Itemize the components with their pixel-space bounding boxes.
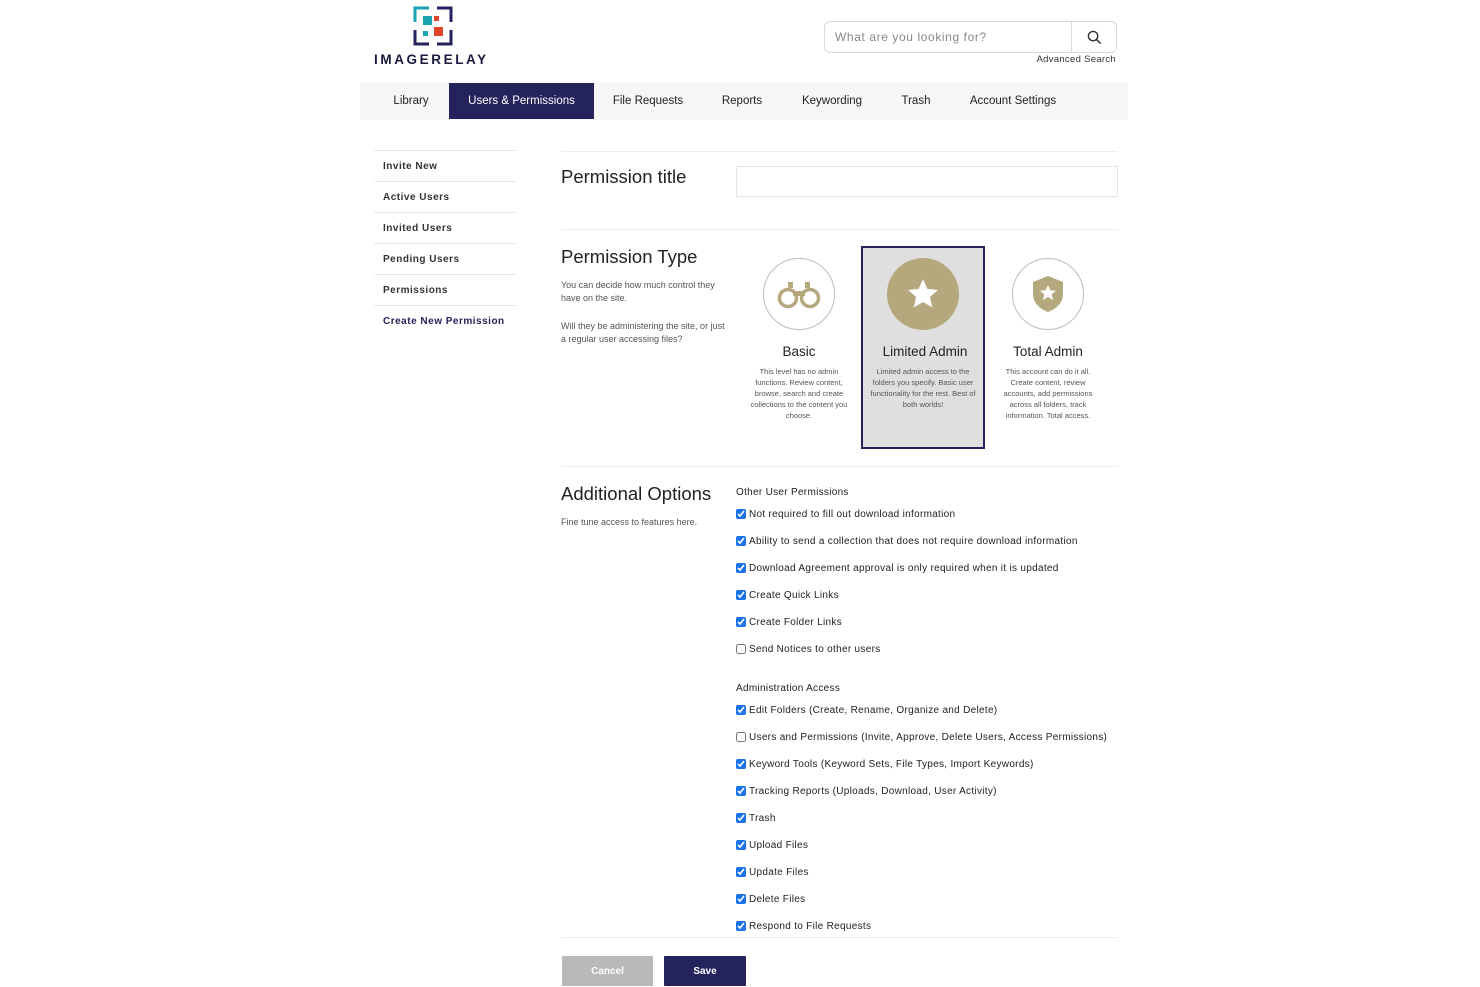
checkbox-label: Delete Files <box>749 893 806 905</box>
checkbox-label: Send Notices to other users <box>749 643 881 655</box>
search-input[interactable] <box>825 22 1073 52</box>
permission-option-name: Basic <box>782 344 816 359</box>
checkbox[interactable] <box>736 644 746 654</box>
sidebar-item-permissions[interactable]: Permissions <box>374 275 516 306</box>
permission-option-limited-admin[interactable] <box>861 246 985 449</box>
users-sidebar <box>374 150 516 336</box>
sidebar-item-invite-new[interactable]: Invite New <box>374 150 516 182</box>
permission-option-total-admin[interactable] <box>986 246 1110 449</box>
checkbox-label: Keyword Tools (Keyword Sets, File Types, Import Keywords) <box>749 758 1034 770</box>
permission-option-basic[interactable] <box>737 246 861 449</box>
checkbox-label: Create Quick Links <box>749 589 839 601</box>
tab-file-requests[interactable]: File Requests <box>612 95 684 107</box>
permission-type-desc: You can decide how much control they have on the site. <box>561 280 715 303</box>
tab-reports[interactable]: Reports <box>721 95 763 107</box>
checkbox-label: Tracking Reports (Uploads, Download, User Activity) <box>749 785 997 797</box>
other-user-permissions-label: Other User Permissions <box>736 487 849 498</box>
checkbox-label: Respond to File Requests <box>749 920 872 932</box>
checkbox-label: Edit Folders (Create, Rename, Organize and Delete) <box>749 704 998 716</box>
checkbox-row[interactable] <box>736 615 842 629</box>
permission-title-input[interactable] <box>736 166 1118 197</box>
checkbox[interactable] <box>736 921 746 931</box>
checkbox-row[interactable] <box>736 838 808 852</box>
checkbox-row[interactable] <box>736 865 809 879</box>
divider <box>561 937 1118 938</box>
checkbox-label: Trash <box>749 812 776 824</box>
permission-option-desc: This level has no admin functions. Review content, browse, search and create collections to the content you choose. <box>750 367 848 420</box>
checkbox[interactable] <box>736 759 746 769</box>
permission-type-label: Permission Type <box>561 246 698 267</box>
search-icon <box>1087 30 1102 45</box>
divider <box>561 229 1118 230</box>
checkbox[interactable] <box>736 590 746 600</box>
save-button[interactable]: Save <box>664 956 746 986</box>
checkbox[interactable] <box>736 786 746 796</box>
permission-option-desc: This account can do it all. Create content, review accounts, add permissions across all folders, track information. Total access. <box>1003 367 1093 420</box>
checkbox-row[interactable] <box>736 642 881 656</box>
checkbox-label: Download Agreement approval is only required when it is updated <box>749 562 1059 574</box>
tab-trash[interactable]: Trash <box>901 95 931 107</box>
divider <box>561 151 1118 152</box>
checkbox-label: Create Folder Links <box>749 616 842 628</box>
binoculars-icon <box>777 279 821 309</box>
permission-title-label: Permission title <box>561 166 687 187</box>
checkbox[interactable] <box>736 894 746 904</box>
checkbox-row[interactable] <box>736 730 1107 744</box>
checkbox-row[interactable] <box>736 811 776 825</box>
checkbox-label: Not required to fill out download information <box>749 508 956 520</box>
search-box <box>824 21 1117 53</box>
star-icon <box>905 276 941 312</box>
checkbox[interactable] <box>736 705 746 715</box>
checkbox-label: Update Files <box>749 866 809 878</box>
permission-type-question: Will they be administering the site, or just a regular user accessing files? <box>561 321 725 344</box>
checkbox-row[interactable] <box>736 919 871 933</box>
checkbox[interactable] <box>736 840 746 850</box>
checkbox[interactable] <box>736 813 746 823</box>
tab-library[interactable]: Library <box>393 95 429 107</box>
checkbox-row[interactable] <box>736 892 805 906</box>
tab-account-settings[interactable]: Account Settings <box>969 95 1057 107</box>
checkbox[interactable] <box>736 509 746 519</box>
checkbox[interactable] <box>736 867 746 877</box>
logo-wordmark: IMAGERELAY <box>374 52 489 67</box>
checkbox[interactable] <box>736 536 746 546</box>
search-button[interactable] <box>1071 22 1116 52</box>
checkbox[interactable] <box>736 732 746 742</box>
checkbox-row[interactable] <box>736 507 955 521</box>
advanced-search-link[interactable]: Advanced Search <box>1036 54 1116 65</box>
checkbox-label: Upload Files <box>749 839 809 851</box>
additional-options-desc: Fine tune access to features here. <box>561 517 698 527</box>
tab-keywording[interactable]: Keywording <box>801 95 863 107</box>
sidebar-item-invited-users[interactable]: Invited Users <box>374 213 516 244</box>
imagerelay-logo[interactable] <box>374 6 499 70</box>
shield-star-icon <box>1030 274 1066 314</box>
additional-options-label: Additional Options <box>561 483 712 504</box>
tab-users-permissions[interactable]: Users & Permissions <box>449 83 594 119</box>
permission-option-name: Total Admin <box>1013 344 1083 359</box>
logo-mark-icon <box>413 6 453 46</box>
checkbox-row[interactable] <box>736 757 1034 771</box>
administration-access-label: Administration Access <box>736 683 841 694</box>
checkbox-row[interactable] <box>736 784 997 798</box>
divider <box>561 466 1118 467</box>
sidebar-item-create-new-permission[interactable]: Create New Permission <box>383 316 505 327</box>
sidebar-item-active-users[interactable]: Active Users <box>374 182 516 213</box>
checkbox-row[interactable] <box>736 588 839 602</box>
checkbox-label: Users and Permissions (Invite, Approve, Delete Users, Access Permissions) <box>749 731 1108 743</box>
checkbox-row[interactable] <box>736 534 1078 548</box>
permission-option-name: Limited Admin <box>882 344 968 359</box>
checkbox-row[interactable] <box>736 703 997 717</box>
checkbox-label: Ability to send a collection that does not require download information <box>749 535 1078 547</box>
checkbox-row[interactable] <box>736 561 1059 575</box>
sidebar-item-pending-users[interactable]: Pending Users <box>374 244 516 275</box>
main-nav <box>360 83 1128 120</box>
checkbox[interactable] <box>736 563 746 573</box>
cancel-button[interactable]: Cancel <box>562 956 653 986</box>
checkbox[interactable] <box>736 617 746 627</box>
permission-option-desc: Limited admin access to the folders you specify. Basic user functionality for the rest. Best of both worlds! <box>870 367 976 409</box>
